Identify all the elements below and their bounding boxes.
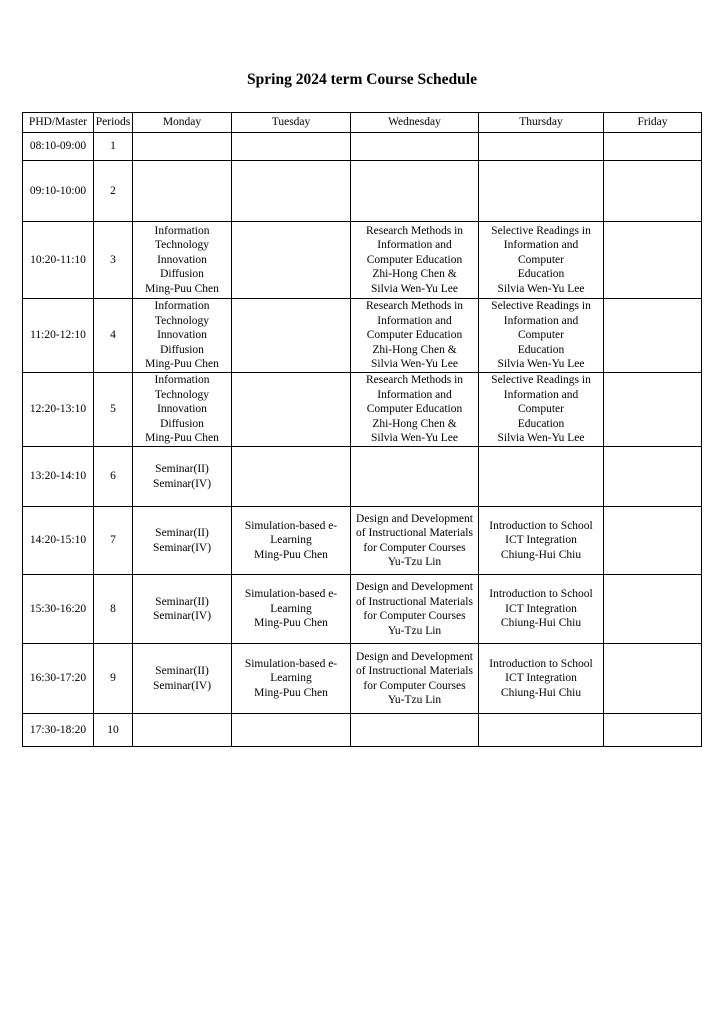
course-text-line: Technology [154,239,210,252]
course-text-line: Zhi-Hong Chen & [372,417,457,430]
course-text-line: Research Methods in [365,300,464,313]
header-phd-master: PHD/Master [23,113,94,133]
schedule-row [23,714,702,747]
period-number-cell: 10 [94,714,133,747]
course-cell-thursday [479,161,604,222]
course-text-line: Chiung-Hui Chiu [500,548,582,561]
schedule-row [23,447,702,507]
course-cell-wednesday [351,447,479,507]
course-cell-friday [604,161,702,222]
time-slot-cell: 16:30-17:20 [23,644,94,714]
period-number-cell: 8 [94,575,133,644]
course-text-line: for Computer Courses [363,541,466,554]
course-text-line: of Instructional Materials [356,665,473,677]
course-text-line: ICT Integration [505,534,577,547]
schedule-row [23,222,702,299]
course-text-line: Seminar(II) [155,463,209,475]
course-text-line: Introduction to School [489,588,593,601]
schedule-row [23,373,702,447]
course-cell-thursday [479,447,604,507]
course-text-line: ICT Integration [505,672,577,685]
course-text-line: Ming-Puu Chen [145,358,219,371]
course-text-line: Zhi-Hong Chen & [372,268,457,281]
course-text-line: Learning [270,672,312,685]
course-text-line: Silvia Wen-Yu Lee [370,432,458,445]
course-text-line: Information [154,374,210,387]
course-text-line: Yu-Tzu Lin [387,556,442,568]
course-text-line: Zhi-Hong Chen & [372,343,457,356]
course-text-line: Silvia Wen-Yu Lee [497,432,585,445]
course-cell-thursday [479,714,604,747]
course-text-line: Information and [377,388,452,401]
header-monday: Monday [133,113,232,133]
period-number-cell: 6 [94,447,133,507]
course-cell-friday [604,507,702,575]
course-text-line: Research Methods in [365,224,464,237]
period-number-cell: 2 [94,161,133,222]
course-text-line: Design and Development [356,581,473,593]
course-cell-monday [133,373,232,447]
course-text-line: Seminar(IV) [152,679,212,692]
course-text-line: Diffusion [160,268,204,281]
course-text-line: Ming-Puu Chen [145,282,219,295]
course-text-line: Information and [503,239,579,252]
course-cell-tuesday [232,299,351,373]
course-cell-tuesday [232,133,351,161]
course-text-line: Chiung-Hui Chiu [500,617,582,630]
header-tuesday: Tuesday [232,113,351,133]
course-text-line: Selective Readings in [491,374,591,387]
course-cell-monday [133,575,232,644]
course-text-line: Ming-Puu Chen [254,686,328,699]
schedule-row [23,644,702,714]
course-cell-thursday [479,222,604,299]
course-cell-wednesday [351,507,479,575]
course-cell-monday [133,644,232,714]
course-cell-monday [133,222,232,299]
time-slot-cell: 10:20-11:10 [23,222,94,299]
course-text-line: of Instructional Materials [356,527,473,539]
course-text-line: Ming-Puu Chen [145,432,219,445]
course-cell-tuesday [232,222,351,299]
period-number-cell: 9 [94,644,133,714]
schedule-body [23,133,702,747]
course-text-line: Introduction to School [489,519,593,532]
header-wednesday: Wednesday [351,113,479,133]
time-slot-cell: 08:10-09:00 [23,133,94,161]
schedule-row [23,575,702,644]
course-text-line: Silvia Wen-Yu Lee [370,282,458,295]
time-slot-cell: 13:20-14:10 [23,447,94,507]
course-text-line: Education [517,343,565,356]
course-text-line: Technology [154,388,210,401]
time-slot-cell: 11:20-12:10 [23,299,94,373]
course-text-line: Information [154,224,210,237]
course-cell-friday [604,133,702,161]
course-text-line: Selective Readings in [491,224,591,237]
course-text-line: Learning [270,534,312,547]
course-cell-tuesday [232,644,351,714]
header-thursday: Thursday [479,113,604,133]
course-cell-monday [133,447,232,507]
course-text-line: Innovation [157,403,207,416]
course-text-line: Information and [503,388,579,401]
course-text-line: Information and [377,314,452,327]
course-text-line: Simulation-based e- [244,519,338,532]
schedule-row [23,507,702,575]
course-cell-wednesday [351,575,479,644]
time-slot-cell: 09:10-10:00 [23,161,94,222]
course-text-line: Chiung-Hui Chiu [500,686,582,699]
course-text-line: ICT Integration [505,602,577,615]
course-cell-friday [604,222,702,299]
course-text-line: Computer [518,403,564,416]
course-text-line: Information [154,300,210,313]
course-text-line: Ming-Puu Chen [254,617,328,630]
course-text-line: Silvia Wen-Yu Lee [497,282,585,295]
course-schedule-table [22,112,702,747]
course-text-line: Design and Development [356,512,473,525]
course-cell-tuesday [232,575,351,644]
header-periods: Periods [94,113,133,133]
course-cell-wednesday [351,644,479,714]
course-cell-monday [133,507,232,575]
course-cell-thursday [479,507,604,575]
period-number-cell: 5 [94,373,133,447]
course-text-line: Yu-Tzu Lin [387,624,442,637]
time-slot-cell: 12:20-13:10 [23,373,94,447]
course-text-line: Seminar(IV) [152,541,212,554]
course-text-line: Computer Education [366,403,463,416]
course-text-line: Computer Education [366,329,463,342]
course-text-line: Innovation [157,253,207,266]
course-text-line: Learning [270,602,312,615]
course-cell-wednesday [351,373,479,447]
header-friday: Friday [604,113,702,133]
course-text-line: Ming-Puu Chen [254,548,328,561]
course-text-line: Research Methods in [365,374,464,387]
course-text-line: Simulation-based e- [244,588,338,601]
course-text-line: Technology [154,314,210,327]
course-text-line: Seminar(II) [155,527,209,539]
course-cell-friday [604,575,702,644]
period-number-cell: 4 [94,299,133,373]
course-text-line: Education [517,417,565,430]
time-slot-cell: 17:30-18:20 [23,714,94,747]
course-text-line: Silvia Wen-Yu Lee [497,358,585,371]
course-text-line: Silvia Wen-Yu Lee [370,358,458,371]
course-cell-thursday [479,644,604,714]
course-text-line: Innovation [157,329,207,342]
course-cell-thursday [479,373,604,447]
course-cell-wednesday [351,133,479,161]
period-number-cell: 7 [94,507,133,575]
course-cell-monday [133,133,232,161]
schedule-row [23,299,702,373]
course-cell-monday [133,161,232,222]
course-text-line: Computer [518,329,564,342]
course-text-line: Simulation-based e- [244,657,338,670]
page-title: Spring 2024 term Course Schedule [247,71,477,88]
time-slot-cell: 15:30-16:20 [23,575,94,644]
course-cell-thursday [479,575,604,644]
course-cell-wednesday [351,714,479,747]
course-cell-tuesday [232,161,351,222]
course-text-line: Design and Development [356,650,473,663]
course-cell-monday [133,714,232,747]
header-row [23,113,702,133]
course-text-line: Seminar(II) [155,595,209,608]
course-text-line: for Computer Courses [363,610,466,622]
course-cell-tuesday [232,447,351,507]
course-text-line: Introduction to School [489,657,593,670]
course-text-line: Seminar(II) [155,665,209,677]
course-cell-tuesday [232,714,351,747]
course-text-line: Computer [518,253,564,266]
course-cell-friday [604,447,702,507]
course-cell-friday [604,644,702,714]
period-number-cell: 3 [94,222,133,299]
course-cell-wednesday [351,299,479,373]
schedule-row [23,161,702,222]
course-cell-friday [604,714,702,747]
course-text-line: Seminar(IV) [152,610,212,622]
course-text-line: Diffusion [160,417,204,430]
course-text-line: Seminar(IV) [152,477,212,490]
course-text-line: for Computer Courses [363,679,466,692]
course-cell-thursday [479,299,604,373]
course-cell-monday [133,299,232,373]
course-text-line: Selective Readings in [491,300,591,313]
course-cell-wednesday [351,222,479,299]
course-text-line: Computer Education [366,253,463,266]
course-cell-wednesday [351,161,479,222]
course-text-line: Yu-Tzu Lin [387,694,442,706]
course-text-line: Information and [377,239,452,252]
time-slot-cell: 14:20-15:10 [23,507,94,575]
course-text-line: Information and [503,314,579,327]
period-number-cell: 1 [94,133,133,161]
course-cell-friday [604,299,702,373]
course-cell-tuesday [232,373,351,447]
course-cell-friday [604,373,702,447]
course-cell-thursday [479,133,604,161]
course-text-line: Education [517,268,565,281]
course-text-line: Diffusion [160,343,204,356]
course-text-line: of Instructional Materials [356,595,473,608]
schedule-row [23,133,702,161]
course-cell-tuesday [232,507,351,575]
